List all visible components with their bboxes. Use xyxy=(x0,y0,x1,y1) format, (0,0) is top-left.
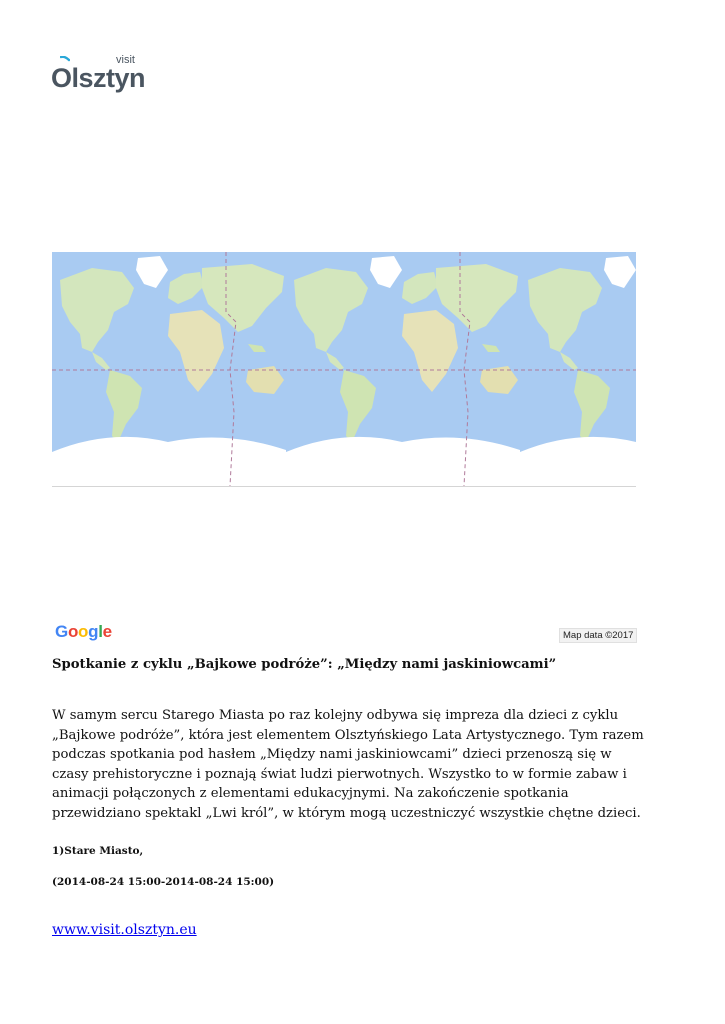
world-map-image xyxy=(52,252,636,486)
article-title: Spotkanie z cyklu „Bajkowe podróże”: „Między nami jaskiniowcami” xyxy=(52,657,557,672)
website-link[interactable]: www.visit.olsztyn.eu xyxy=(52,922,197,938)
google-logo: Google xyxy=(55,622,112,641)
logo-visit-text: visit xyxy=(116,54,135,66)
visit-olsztyn-logo xyxy=(51,52,146,98)
logo-olsztyn-text: Olsztyn xyxy=(51,63,146,93)
logo-accent-icon xyxy=(60,56,70,66)
article-body: W samym sercu Starego Miasta po raz kolejny odbywa się impreza dla dzieci z cyklu „Bajkowe podróże”, która jest elementem Olsztyńskiego Lata Artystycznego. Tym razem podczas spotkania pod hasłem „Między nami jaskiniowcami” dzieci przenoszą się w czasy prehistoryczne i poznają świat ludzi pierwotnych. Wszystko to w formie zabaw i animacji połączonych z elementami edukacyjnymi. Na zakończenie spotkania przewidziano spektakl „Lwi król”, w którym mogą uczestniczyć wszystkie chętne dzieci. xyxy=(52,708,644,821)
event-location: 1)Stare Miasto, xyxy=(52,845,144,857)
world-map[interactable] xyxy=(52,252,636,487)
event-date: (2014-08-24 15:00-2014-08-24 15:00) xyxy=(52,876,275,888)
map-attribution: Map data ©2017 xyxy=(559,628,637,643)
